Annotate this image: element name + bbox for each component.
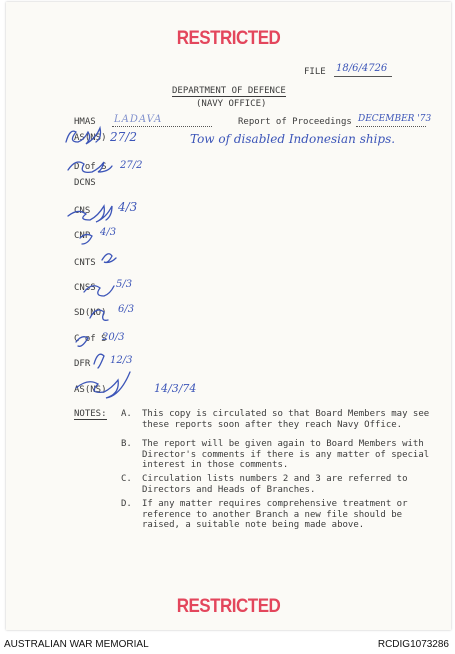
- initials-as-ns-final: [76, 372, 130, 398]
- subject-handwritten-note: Tow of disabled Indonesian ships.: [190, 132, 396, 146]
- initials-as-ns: [66, 128, 101, 144]
- notes-heading: NOTES:: [74, 409, 107, 419]
- note-b-letter: B.: [121, 439, 132, 449]
- document-page: [6, 2, 451, 630]
- ship-name: LADAVA: [114, 114, 163, 125]
- department-heading: DEPARTMENT OF DEFENCE: [172, 86, 286, 96]
- restricted-stamp-top: RESTRICTED: [176, 26, 281, 49]
- restricted-stamp-bottom: RESTRICTED: [176, 594, 281, 617]
- routing-annotation-sd-no: 6/3: [118, 304, 135, 315]
- note-b-text: The report will be given again to Board Members with Director's comments if there is any matter of special interest in those comments.: [142, 439, 430, 470]
- handwritten-initials: [6, 2, 451, 422]
- initials-dfr: [94, 354, 104, 368]
- note-c-text: Circulation lists numbers 2 and 3 are referred to Directors and Heads of Branches.: [142, 474, 408, 495]
- report-period: DECEMBER '73: [358, 114, 432, 124]
- file-label: FILE: [304, 67, 326, 77]
- note-a-letter: A.: [121, 409, 132, 419]
- routing-annotation-cnss: 5/3: [116, 279, 133, 290]
- initials-cnts: [102, 254, 116, 263]
- routing-annotation-cns: 4/3: [118, 200, 138, 214]
- routing-code-c-of-s: C of S: [74, 334, 107, 344]
- routing-annotation-cnp: 4/3: [100, 227, 117, 238]
- routing-code-cnss: CNSS: [74, 283, 96, 293]
- routing-code-d-of-s: D of S: [74, 162, 107, 172]
- routing-annotation-d-of-s: 27/2: [120, 160, 143, 171]
- ship-label: HMAS: [74, 117, 96, 127]
- routing-annotation-dfr: 12/3: [110, 355, 133, 366]
- footer-record-id: RCDIG1073286: [377, 639, 449, 650]
- file-number: 18/6/4726: [336, 63, 388, 74]
- note-c-letter: C.: [121, 474, 132, 484]
- initials-cnp: [80, 234, 92, 244]
- routing-annotation-c-of-s: 20/3: [102, 332, 125, 343]
- note-d-text: If any matter requires comprehensive treatment or reference to another Branch a new file should be raised, a suitable note being made above.: [142, 499, 408, 530]
- routing-annotation-as-ns-final: 14/3/74: [154, 382, 197, 395]
- initials-cnss: [84, 286, 114, 296]
- initials-c-of-s: [76, 337, 88, 347]
- routing-code-cnts: CNTS: [74, 258, 96, 268]
- office-heading: (NAVY OFFICE): [196, 99, 267, 109]
- routing-code-as-ns: AS(NS): [74, 133, 107, 143]
- routing-annotation-as-ns: 27/2: [110, 130, 137, 144]
- initials-d-of-s: [68, 162, 112, 172]
- routing-code-cnp: CNP: [74, 231, 91, 241]
- note-a-text: This copy is circulated so that Board Members may see these reports soon after they reach Navy Office.: [142, 409, 430, 430]
- routing-code-as-ns-final: AS(NS): [74, 385, 107, 395]
- routing-code-cns: CNS: [74, 206, 91, 216]
- routing-code-dcns: DCNS: [74, 178, 96, 188]
- initials-cns: [68, 206, 112, 222]
- routing-code-sd-no: SD(NO): [74, 308, 107, 318]
- report-label: Report of Proceedings: [238, 117, 352, 127]
- routing-code-dfr: DFR: [74, 359, 91, 369]
- initials-sd-no: [90, 310, 108, 320]
- note-d-letter: D.: [121, 499, 132, 509]
- footer-archive-name: AUSTRALIAN WAR MEMORIAL: [4, 639, 149, 650]
